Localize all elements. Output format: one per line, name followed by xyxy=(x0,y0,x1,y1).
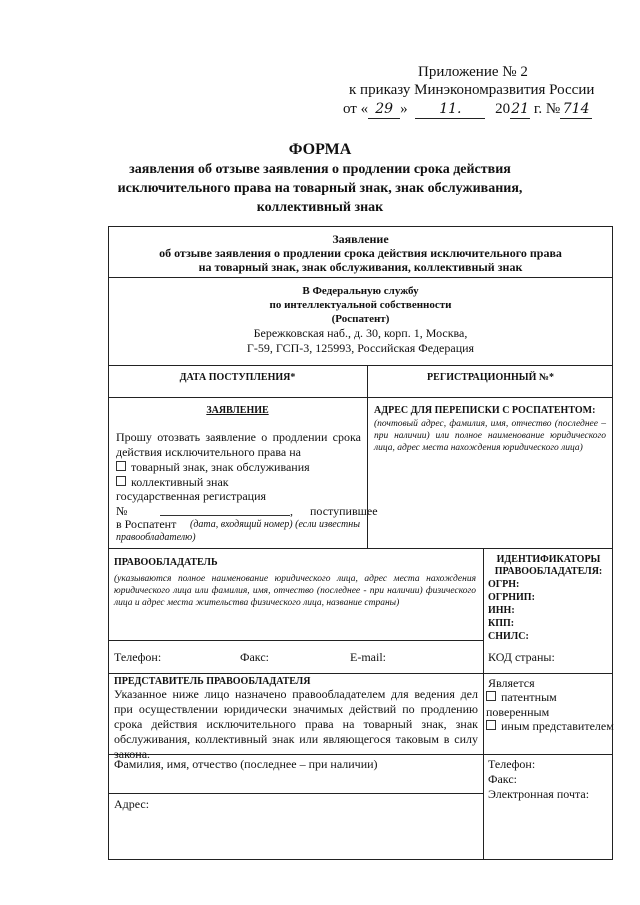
state-registration-label: государственная регистрация xyxy=(116,489,267,503)
order-date-line xyxy=(343,100,592,119)
ogrn-label: ОГРН: xyxy=(488,579,520,590)
form-title-line2: исключительного права на товарный знак, знак обслуживания, xyxy=(117,181,523,196)
date-prefix: от « xyxy=(343,101,369,117)
holder-note: (указываются полное наименование юридического лица, адрес места нахождения юридического лица или фамилия, имя, отчество (последнее - при наличии) физического лица и адрес места жительства физического лица, название страны) xyxy=(114,574,476,608)
representative-text: Указанное ниже лицо назначено правообладателем для ведения дел при осуществлении юридически значимых действий по продлению срока действия исключительного права на товарный знак, знак обслуживания, коллективный знак или являющегося таковым в силу закона. xyxy=(114,687,478,761)
application-text: Прошу отозвать заявление о продлении срока действия исключительного права на xyxy=(116,430,361,459)
option-trademark-label: товарный знак, знак обслуживания xyxy=(131,460,310,474)
rep-phone-label: Телефон: xyxy=(488,757,536,771)
rep-email-label: Электронная почта: xyxy=(488,787,590,801)
checkbox[interactable] xyxy=(486,720,496,730)
order-day: 29 xyxy=(368,100,400,119)
correspondence-heading: АДРЕС ДЛЯ ПЕРЕПИСКИ С РОСПАТЕНТОМ: xyxy=(374,405,596,416)
recipient-3: (Роспатент) xyxy=(331,313,390,325)
divider xyxy=(108,640,483,641)
form-title-line1: заявления об отзыве заявления о продлении срока действия xyxy=(129,162,511,177)
comma: , xyxy=(290,504,293,518)
recipient-4: Бережковская наб., д. 30, корп. 1, Москва, xyxy=(253,326,468,340)
order-year: 21 xyxy=(511,101,530,117)
rospatent-note-2: правообладателю) xyxy=(116,532,196,543)
other-rep-label: иным представителем xyxy=(501,719,614,733)
representative-heading: ПРЕДСТАВИТЕЛЬ ПРАВООБЛАДАТЕЛЯ xyxy=(114,676,311,687)
application-heading: ЗАЯВЛЕНИЕ xyxy=(206,405,269,416)
order-number: 714 xyxy=(560,100,592,119)
rospatent-note-1: (дата, входящий номер) (если известны xyxy=(190,519,360,530)
divider xyxy=(108,793,483,794)
received-label: поступившее xyxy=(310,504,378,518)
box-title-1: Заявление xyxy=(332,232,389,246)
option-collective-label: коллективный знак xyxy=(131,475,229,489)
order-line: к приказу Минэкономразвития России xyxy=(349,82,595,98)
option-collective[interactable] xyxy=(116,475,229,490)
holder-email: E-mail: xyxy=(350,650,386,664)
identifiers-heading-1: ИДЕНТИФИКАТОРЫ xyxy=(496,554,601,565)
order-month: 11. xyxy=(415,100,485,119)
option-patent-attorney[interactable] xyxy=(486,690,610,720)
holder-fax: Факс: xyxy=(240,650,269,664)
box-title-2: об отзыве заявления о продлении срока действия исключительного права xyxy=(159,246,562,260)
ogrnip-label: ОГРНИП: xyxy=(488,592,535,603)
correspondence-note: (почтовый адрес, фамилия, имя, отчество (последнее – при наличии) или полное наименование юридического лица, адрес места нахождения юридического лица) xyxy=(374,419,606,453)
rep-fax-label: Факс: xyxy=(488,772,517,786)
divider xyxy=(108,673,613,674)
kpp-label: КПП: xyxy=(488,618,515,629)
recipient-2: по интеллектуальной собственности xyxy=(269,299,452,311)
address-label: Адрес: xyxy=(114,797,150,811)
receipt-date-label: ДАТА ПОСТУПЛЕНИЯ* xyxy=(179,372,296,383)
number-label: № xyxy=(116,504,128,518)
checkbox[interactable] xyxy=(486,691,496,701)
rospatent-label: в Роспатент xyxy=(116,517,177,531)
reg-number-label: РЕГИСТРАЦИОННЫЙ №* xyxy=(427,372,554,383)
recipient-5: Г-59, ГСП-3, 125993, Российская Федерация xyxy=(246,341,475,355)
form-title-line3: коллективный знак xyxy=(256,200,384,215)
checkbox[interactable] xyxy=(116,461,126,471)
patent-attorney-label: патентным поверенным xyxy=(486,690,557,719)
number-field[interactable] xyxy=(160,515,290,516)
fio-label: Фамилия, имя, отчество (последнее – при наличии) xyxy=(114,757,378,771)
recipient-1: В Федеральную службу xyxy=(302,285,419,297)
year-prefix: 20 xyxy=(495,101,511,117)
holder-heading: ПРАВООБЛАДАТЕЛЬ xyxy=(114,557,218,568)
box-title-3: на товарный знак, знак обслуживания, коллективный знак xyxy=(198,260,523,274)
divider xyxy=(108,277,613,278)
date-mid: » xyxy=(400,101,408,117)
option-trademark[interactable] xyxy=(116,460,310,475)
divider xyxy=(367,365,368,548)
identifiers-heading-2: ПРАВООБЛАДАТЕЛЯ: xyxy=(494,566,603,577)
appendix-label: Приложение № 2 xyxy=(418,64,528,80)
is-label: Является xyxy=(488,676,535,690)
divider xyxy=(108,365,613,366)
country-code-label: КОД страны: xyxy=(488,650,555,664)
year-suffix: г. № xyxy=(533,101,561,117)
divider xyxy=(108,397,613,398)
inn-label: ИНН: xyxy=(488,605,515,616)
holder-phone: Телефон: xyxy=(114,650,162,664)
form-title-word: ФОРМА xyxy=(288,141,352,158)
divider xyxy=(108,548,613,549)
option-other-rep[interactable] xyxy=(486,719,614,734)
snils-label: СНИЛС: xyxy=(488,631,529,642)
divider xyxy=(483,548,484,860)
checkbox[interactable] xyxy=(116,476,126,486)
